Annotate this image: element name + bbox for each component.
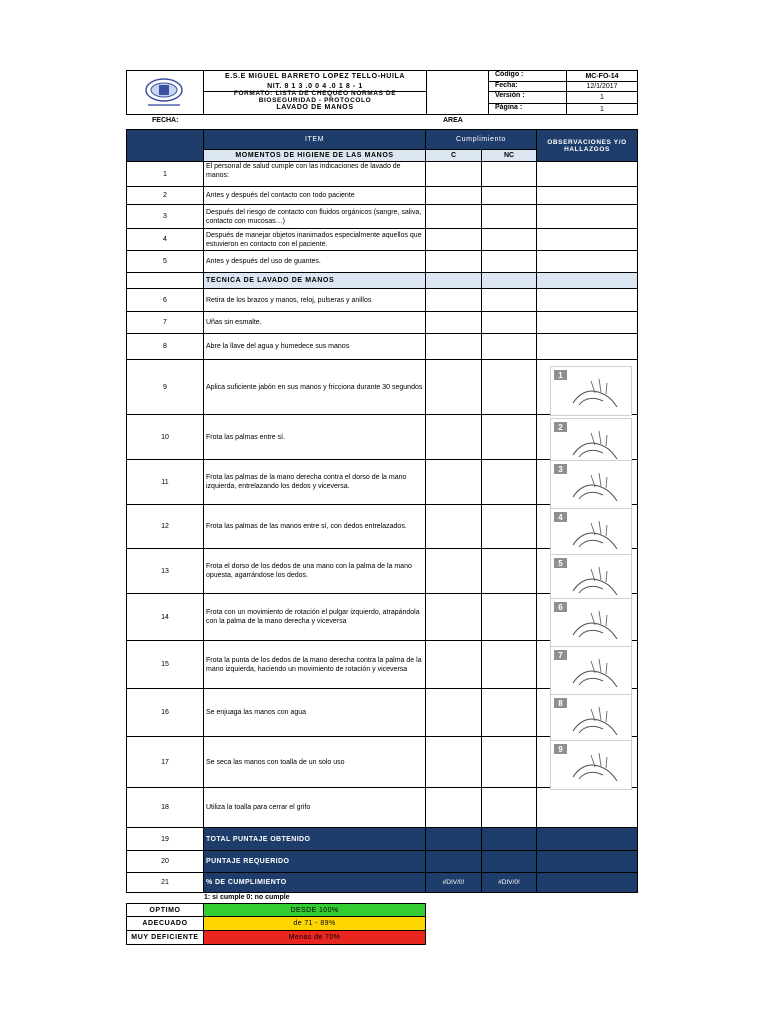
figure-step-number: 7 [554, 650, 567, 660]
meta-version-label: Versión : [495, 92, 525, 99]
cell-observaciones [537, 851, 638, 873]
section-obs [537, 273, 638, 289]
row-number: 9 [126, 360, 204, 415]
hands-icon [551, 509, 629, 555]
legend-note: 1: si cumple 0: no cumple [204, 894, 290, 901]
row-text: TOTAL PUNTAJE OBTENIDO [204, 828, 426, 851]
section-nc [482, 273, 537, 289]
cell-c: #DIV/0! [426, 873, 482, 893]
row-number: 20 [126, 851, 204, 873]
handwash-step-5-figure [550, 554, 632, 604]
cell-nc [482, 289, 537, 312]
row-number: 12 [126, 505, 204, 549]
row-text: Uñas sin esmalte. [204, 312, 426, 334]
cell-nc [482, 312, 537, 334]
figure-step-number: 5 [554, 558, 567, 568]
cell-observaciones [537, 187, 638, 205]
cell-nc [482, 594, 537, 641]
col-item-header: ITEM [204, 129, 426, 150]
figure-step-number: 8 [554, 698, 567, 708]
cell-nc [482, 415, 537, 460]
cell-observaciones [537, 289, 638, 312]
cell-c [426, 229, 482, 251]
cell-nc [482, 505, 537, 549]
cell-nc [482, 205, 537, 229]
row-text: Aplica suficiente jabón en sus manos y fricciona durante 30 segundos [204, 360, 426, 415]
cell-nc [482, 251, 537, 273]
scale-range: de 71 - 89% [204, 917, 426, 931]
col-observaciones-header: OBSERVACIONES Y/O HALLAZGOS [537, 129, 638, 162]
cell-nc [482, 788, 537, 828]
cell-nc [482, 549, 537, 594]
handwash-step-1-figure [550, 366, 632, 416]
cell-observaciones [537, 251, 638, 273]
row-number: 21 [126, 873, 204, 893]
section-spacer-left [126, 273, 204, 289]
nit: NIT. 8 1 3 .0 0 4 .0 1 8 - 1 [267, 82, 363, 90]
row-text: Utiliza la toalla para cerrar el grifo [204, 788, 426, 828]
cell-observaciones [537, 788, 638, 828]
cell-c [426, 205, 482, 229]
handwash-step-7-figure [550, 646, 632, 696]
cell-c [426, 505, 482, 549]
row-text: Abre la llave del agua y humedece sus manos [204, 334, 426, 360]
row-number: 4 [126, 229, 204, 251]
cell-nc [482, 229, 537, 251]
row-number: 19 [126, 828, 204, 851]
meta-codigo-label: Código : [495, 71, 524, 78]
figure-step-number: 3 [554, 464, 567, 474]
row-number: 5 [126, 251, 204, 273]
col-nc-header: NC [482, 150, 537, 162]
row-number: 11 [126, 460, 204, 505]
figure-step-number: 9 [554, 744, 567, 754]
cell-c [426, 334, 482, 360]
cell-nc [482, 460, 537, 505]
cell-c [426, 641, 482, 689]
cell-c [426, 312, 482, 334]
row-text: Frota las palmas de las manos entre sí, con dedos entrelazados. [204, 505, 426, 549]
cell-c [426, 788, 482, 828]
col-cumplimiento-header: Cumplimiento [426, 129, 537, 150]
meta-pagina-value: 1 [600, 105, 604, 113]
format-title-2: LAVADO DE MANOS [276, 103, 354, 111]
cell-c [426, 251, 482, 273]
handwash-step-3-figure [550, 460, 632, 510]
cell-nc [482, 737, 537, 788]
row-number: 2 [126, 187, 204, 205]
hands-icon [551, 367, 629, 413]
cell-observaciones [537, 312, 638, 334]
row-text: Antes y después del uso de guantes. [204, 251, 426, 273]
cell-nc [482, 334, 537, 360]
hands-icon [551, 647, 629, 693]
hands-icon [551, 419, 629, 465]
handwash-step-4-figure [550, 508, 632, 558]
section-c [426, 273, 482, 289]
hands-icon [551, 695, 629, 741]
cell-nc: #DIV/0! [482, 873, 537, 893]
hands-icon [551, 555, 629, 601]
row-number-header [126, 129, 204, 162]
row-number: 8 [126, 334, 204, 360]
org-name: E.S.E MIGUEL BARRETO LOPEZ TELLO-HUILA [224, 72, 406, 80]
cell-observaciones [537, 828, 638, 851]
scale-label: OPTIMO [126, 903, 204, 917]
scale-range: DESDE 100% [204, 903, 426, 917]
meta-fecha-value: 12/1/2017 [586, 83, 618, 90]
row-text: Frota las palmas de la mano derecha contra el dorso de la mano izquierda, entrelazando los dedos y viceversa. [204, 460, 426, 505]
scale-label: MUY DEFICIENTE [126, 931, 204, 945]
row-number: 3 [126, 205, 204, 229]
format-title-1: FORMATO: LISTA DE CHEQUEO NORMAS DE BIOSEGURIDAD - PROTOCOLO [233, 90, 397, 104]
row-text: Frota las palmas entre sí. [204, 415, 426, 460]
meta-pagina-label: Página : [495, 104, 523, 111]
cell-c [426, 689, 482, 737]
row-number: 14 [126, 594, 204, 641]
row-text: Frota la punta de los dedos de la mano derecha contra la palma de la mano izquierda, haciendo un movimiento de rotación y viceversa [204, 641, 426, 689]
row-text: Antes y después del contacto con todo paciente [204, 187, 426, 205]
area-label: AREA [443, 117, 463, 124]
row-number: 18 [126, 788, 204, 828]
figure-step-number: 2 [554, 422, 567, 432]
figure-step-number: 6 [554, 602, 567, 612]
row-number: 16 [126, 689, 204, 737]
cell-nc [482, 851, 537, 873]
row-number: 6 [126, 289, 204, 312]
cell-nc [482, 360, 537, 415]
hands-icon [551, 741, 629, 787]
cell-observaciones [537, 229, 638, 251]
cell-observaciones [537, 162, 638, 187]
row-number: 1 [126, 162, 204, 187]
row-text: Después del riesgo de contacto con fluidos orgánicos (sangre, saliva, contacto con mucosas…) [204, 205, 426, 229]
hands-icon [551, 599, 629, 645]
scale-label: ADECUADO [126, 917, 204, 931]
cell-c [426, 162, 482, 187]
col-c-header: C [426, 150, 482, 162]
cell-nc [482, 162, 537, 187]
row-text: % DE CUMPLIMIENTO [204, 873, 426, 893]
meta-fecha-label: Fecha: [495, 82, 518, 89]
row-text: PUNTAJE REQUERIDO [204, 851, 426, 873]
figure-step-number: 4 [554, 512, 567, 522]
section-tecnica: TECNICA DE LAVADO DE MANOS [204, 273, 426, 289]
meta-version-value: 1 [600, 93, 604, 101]
cell-c [426, 737, 482, 788]
cell-c [426, 360, 482, 415]
row-number: 17 [126, 737, 204, 788]
scale-range: Menos de 70% [204, 931, 426, 945]
cell-nc [482, 689, 537, 737]
hands-icon [551, 461, 629, 507]
cell-nc [482, 187, 537, 205]
cell-observaciones [537, 873, 638, 893]
cell-c [426, 187, 482, 205]
row-text: El personal de salud cumple con las indicaciones de lavado de manos: [204, 162, 426, 187]
row-number: 10 [126, 415, 204, 460]
cell-c [426, 851, 482, 873]
fecha-label: FECHA: [152, 117, 179, 124]
figure-step-number: 1 [554, 370, 567, 380]
row-text: Se seca las manos con toalla de un solo uso [204, 737, 426, 788]
cell-c [426, 289, 482, 312]
handwash-step-6-figure [550, 598, 632, 648]
cell-observaciones [537, 334, 638, 360]
handwash-step-8-figure [550, 694, 632, 744]
cell-c [426, 594, 482, 641]
cell-nc [482, 828, 537, 851]
row-text: Frota el dorso de los dedos de una mano con la palma de la mano opuesta, agarrándose los dedos. [204, 549, 426, 594]
logo [126, 70, 204, 115]
row-number: 13 [126, 549, 204, 594]
cell-c [426, 549, 482, 594]
row-text: Retira de los brazos y manos, reloj, pulseras y anillos [204, 289, 426, 312]
row-number: 15 [126, 641, 204, 689]
row-text: Después de manejar objetos inanimados especialmente aquellos que estuvieron en contacto con el paciente. [204, 229, 426, 251]
row-number: 7 [126, 312, 204, 334]
row-text: Se enjuaga las manos con agua [204, 689, 426, 737]
meta-codigo-value: MC-FO-14 [585, 72, 619, 80]
seal-logo-icon [126, 70, 204, 115]
section-momentos: MOMENTOS DE HIGIENE DE LAS MANOS [204, 150, 426, 162]
cell-c [426, 415, 482, 460]
cell-c [426, 460, 482, 505]
handwash-step-9-figure [550, 740, 632, 790]
cell-observaciones [537, 205, 638, 229]
row-text: Frota con un movimiento de rotación el pulgar izquierdo, atrapándola con la palma de la mano derecha y viceversa [204, 594, 426, 641]
cell-c [426, 828, 482, 851]
cell-nc [482, 641, 537, 689]
